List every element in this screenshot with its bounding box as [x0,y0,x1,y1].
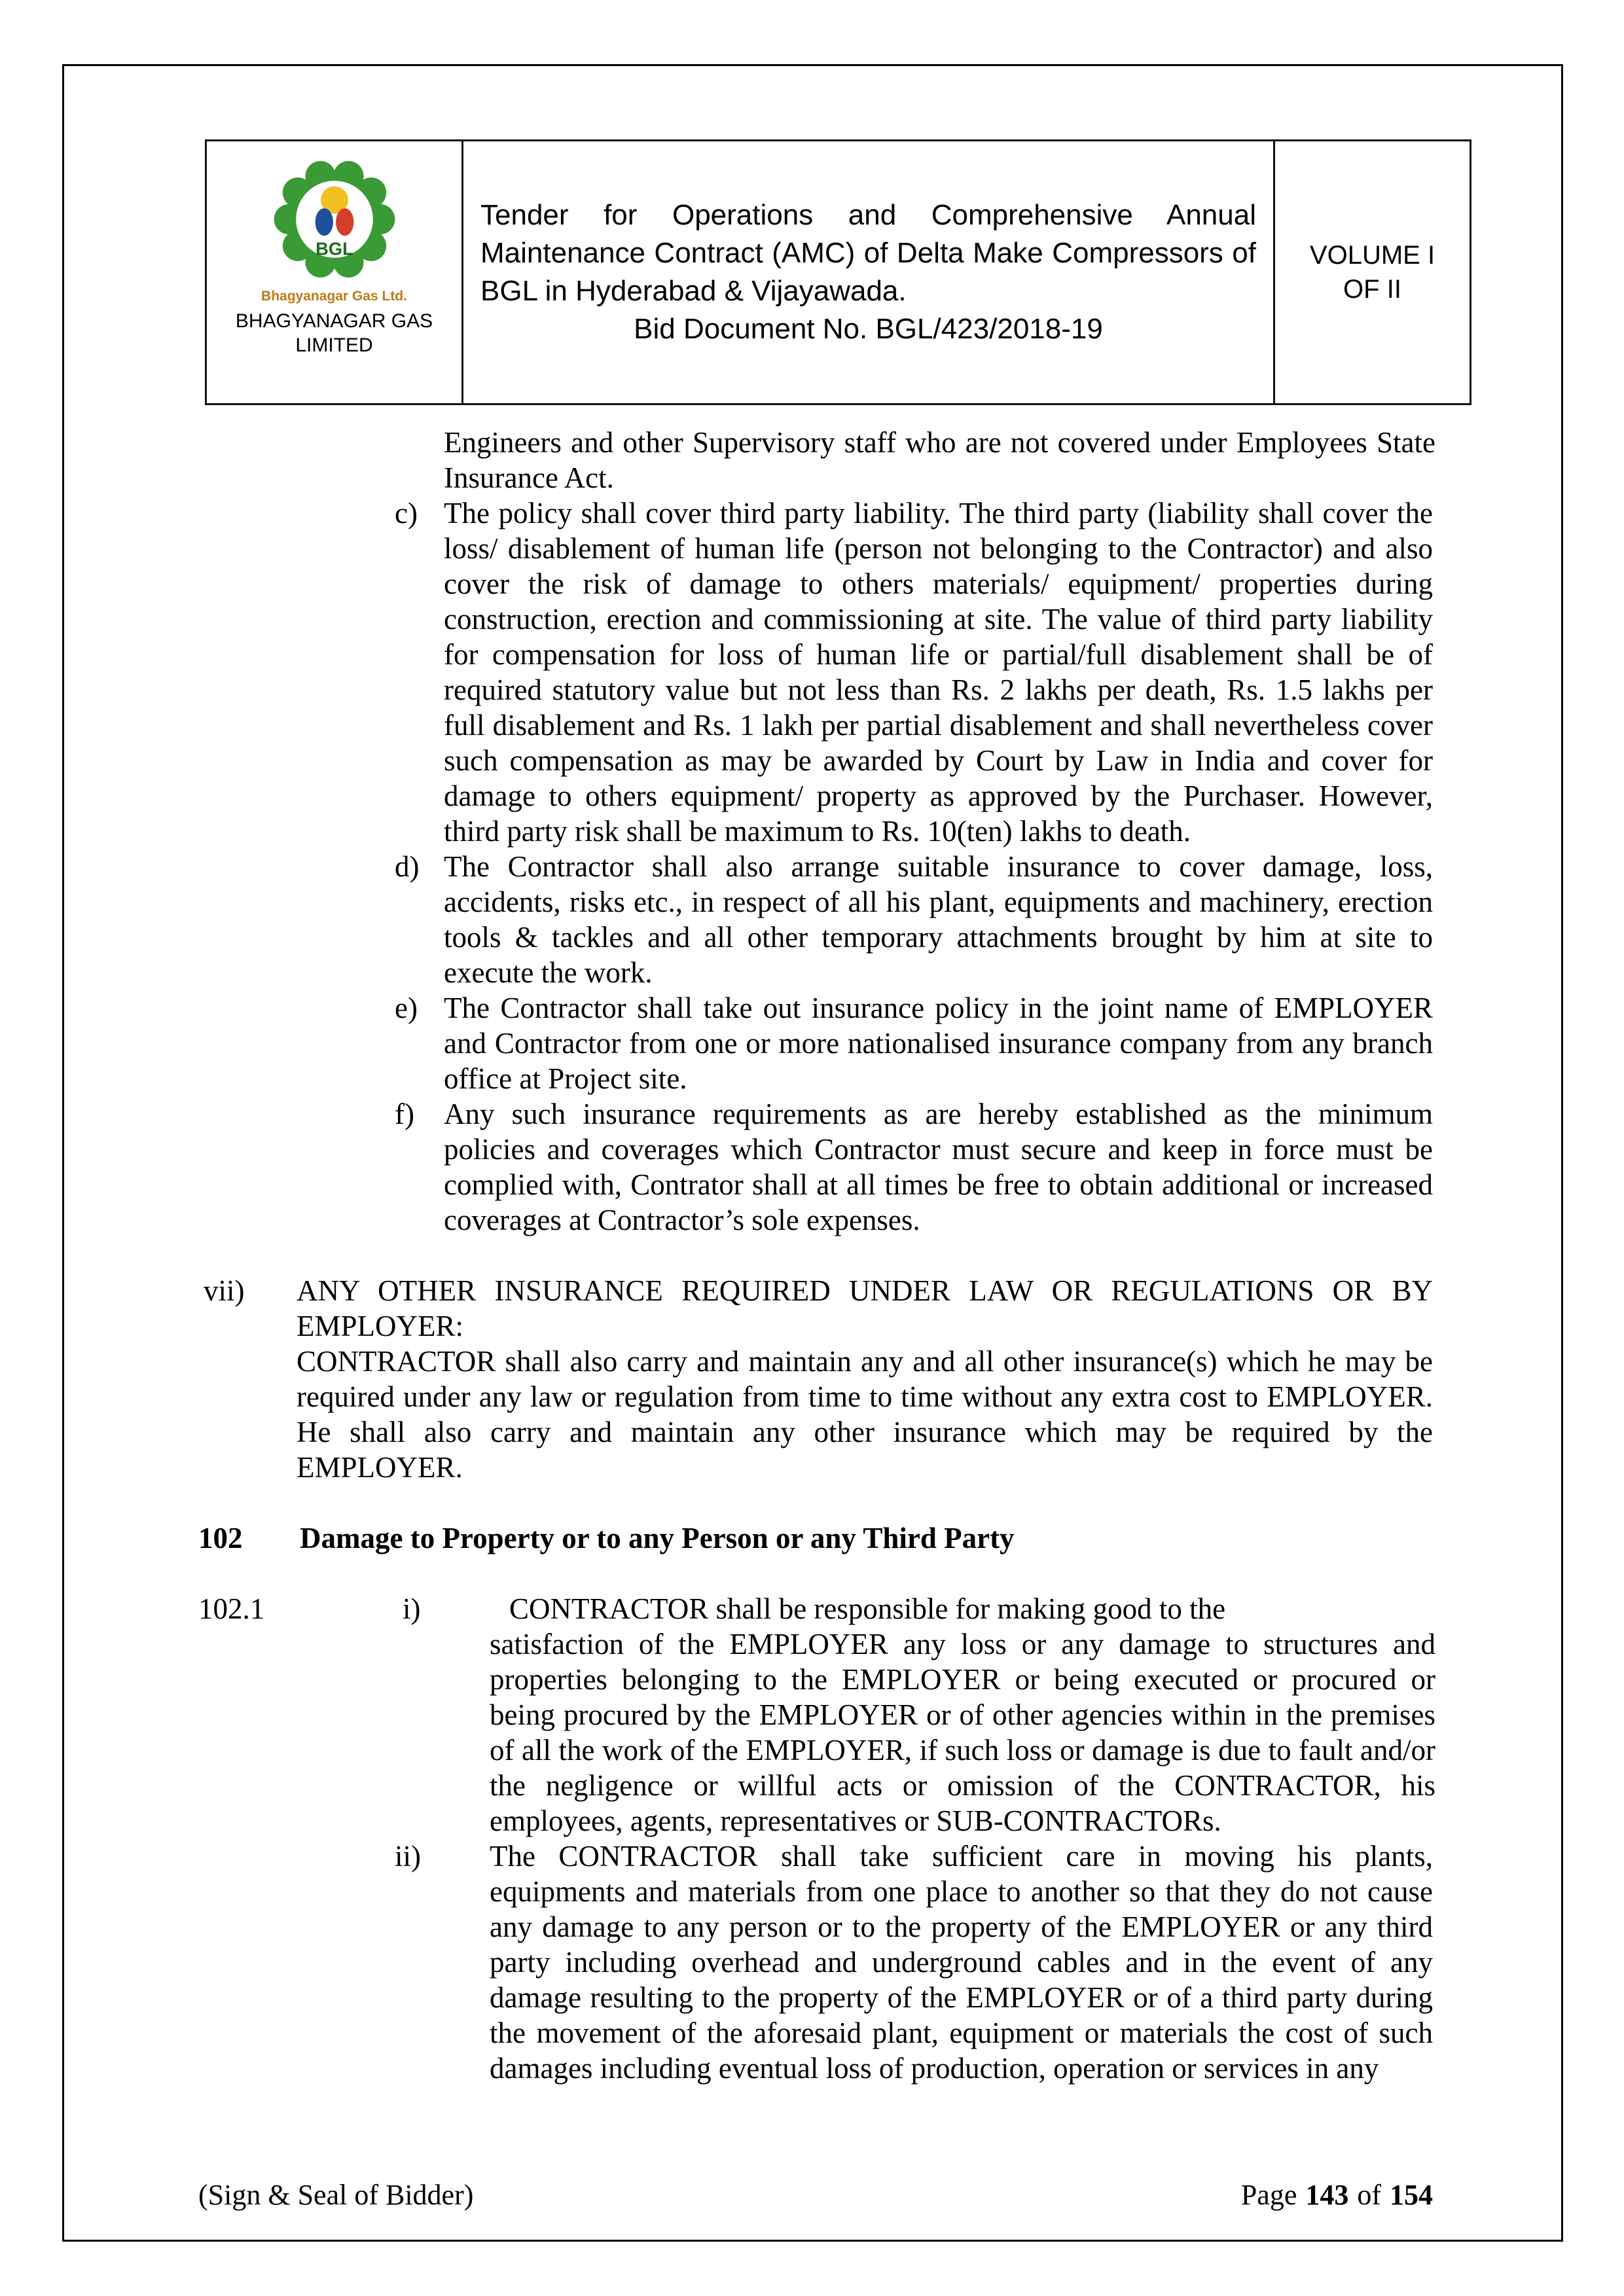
page-total: 154 [1390,2179,1433,2211]
section-102-number: 102 [198,1522,243,1554]
list-item-f-label: f) [395,1098,414,1130]
logo-red-drop-icon [336,208,353,236]
section-vii-text: CONTRACTOR shall also carry and maintain any and all other insurance(s) which he may be required under any law or regulation from time to time without any extra cost to EMPLOYER. He shall also carry and maintain any other insurance which may be required by the EMPLOYER. [297,1345,1433,1484]
section-vii-body [297,1273,1433,1485]
volume-line-2: OF II [1343,275,1401,304]
list-item-e-text: The Contractor shall take out insurance policy in the joint name of EMPLOYER and Contractor from one or more nationalised insurance company from any branch office at Project site. [444,992,1433,1095]
list-item-c [395,495,1433,849]
page-of-label: of [1357,2179,1381,2211]
header-volume-cell [1275,141,1470,403]
section-102-title: Damage to Property or to any Person or any Third Party [300,1522,1015,1554]
tender-title: Tender for Operations and Comprehensive Annual Maintenance Contract (AMC) of Delta Make Compressors of BGL in Hyderabad & Vijayawada. [480,199,1256,307]
list-item-e [395,990,1433,1096]
clause-ii-label: ii) [395,1840,421,1873]
header-logo-cell [207,141,463,403]
clause-ii-row [395,1839,1433,2086]
section-vii-label: vii) [204,1274,245,1307]
list-item-d-text: The Contractor shall also arrange suitable insurance to cover damage, loss, accidents, risks etc., in respect of all his plant, equipments and machinery, erection tools & tackles and all other temporary attachments brought by him at site to execute the work. [444,850,1433,989]
list-item-f-text: Any such insurance requirements as are hereby established as the minimum policies and coverages which Contractor must secure and keep in force must be complied with, Contrator shall at all times be free to obtain additional or increased coverages at Contractor’s sole expenses. [444,1098,1433,1236]
list-item-f [395,1096,1433,1238]
header-title-cell [463,141,1275,403]
page-current: 143 [1305,2179,1349,2211]
list-item-d-label: d) [395,850,420,883]
document-content [64,405,1561,2086]
list-item-c-text: The policy shall cover third party liability. The third party (liability shall cover the loss/ disablement of human life (person not belonging to the Contractor) and also cover the risk of damage to others materials/ equipment/ properties during construction, erection and commissioning at site. The value of third party liability for compensation for loss of human life or partial/full disablement shall be of required statutory value but not less than Rs. 2 lakhs per death, Rs. 1.5 lakhs per full disablement and Rs. 1 lakh per partial disablement and shall nevertheless cover such compensation as may be awarded by Court by Law in India and cover for damage to others equipment/ property as approved by the Purchaser. However, third party risk shall be maximum to Rs. 10(ten) lakhs to death. [444,497,1433,848]
clause-i-first-line: CONTRACTOR shall be responsible for making good to the [509,1592,1226,1625]
clause-ii-text: The CONTRACTOR shall take sufficient care in moving his plants, equipments and materials from one place to another so that they do not cause any damage to any person or to the property of the EMPLOYER or any third party including overhead and underground cables and in the event of any damage resulting to the property of the EMPLOYER or of a third party during the movement of the aforesaid plant, equipment or materials the cost of such damages including eventual loss of production, operation or services in any [490,1840,1433,2085]
logo-monogram: BGL [315,238,353,259]
volume-line-1: VOLUME I [1309,241,1435,270]
list-item-e-label: e) [395,992,418,1024]
clause-i-paragraph: satisfaction of the EMPLOYER any loss or any damage to structures and properties belonging to the EMPLOYER or being executed or procured or being procured by the EMPLOYER or of other agencies within in the premises of all the work of the EMPLOYER, if such loss or damage is due to fault and/or the negligence or willful acts or omission of the CONTRACTOR, his employees, agents, representatives or SUB-CONTRACTORs. [490,1628,1435,1837]
org-name: BHAGYANAGAR GAS LIMITED [235,310,433,356]
clause-102-1-number: 102.1 [198,1592,265,1625]
logo-caption: Bhagyanagar Gas Ltd. [261,289,407,304]
section-102-heading [198,1520,1433,1556]
bid-document-number: Bid Document No. BGL/423/2018-19 [634,313,1103,345]
clause-i-label: i) [403,1592,421,1625]
section-vii-heading: ANY OTHER INSURANCE REQUIRED UNDER LAW OR REGULATIONS OR BY EMPLOYER: [297,1274,1433,1342]
logo-blue-drop-icon [315,208,333,236]
header-table [205,139,1471,405]
page-border-frame [62,64,1563,2242]
list-item-d [395,849,1433,990]
page-footer [64,2178,1561,2212]
list-item-c-label: c) [395,497,418,529]
page-label: Page [1240,2179,1297,2211]
sign-seal-text: (Sign & Seal of Bidder) [198,2179,474,2211]
clause-102-1-row [198,1591,1433,1626]
page-number [1241,2178,1433,2212]
section-vii [198,1273,1433,1485]
bgl-logo-icon [266,151,403,288]
intro-paragraph: Engineers and other Supervisory staff who are not covered under Employees State Insurance Act. [444,426,1435,494]
